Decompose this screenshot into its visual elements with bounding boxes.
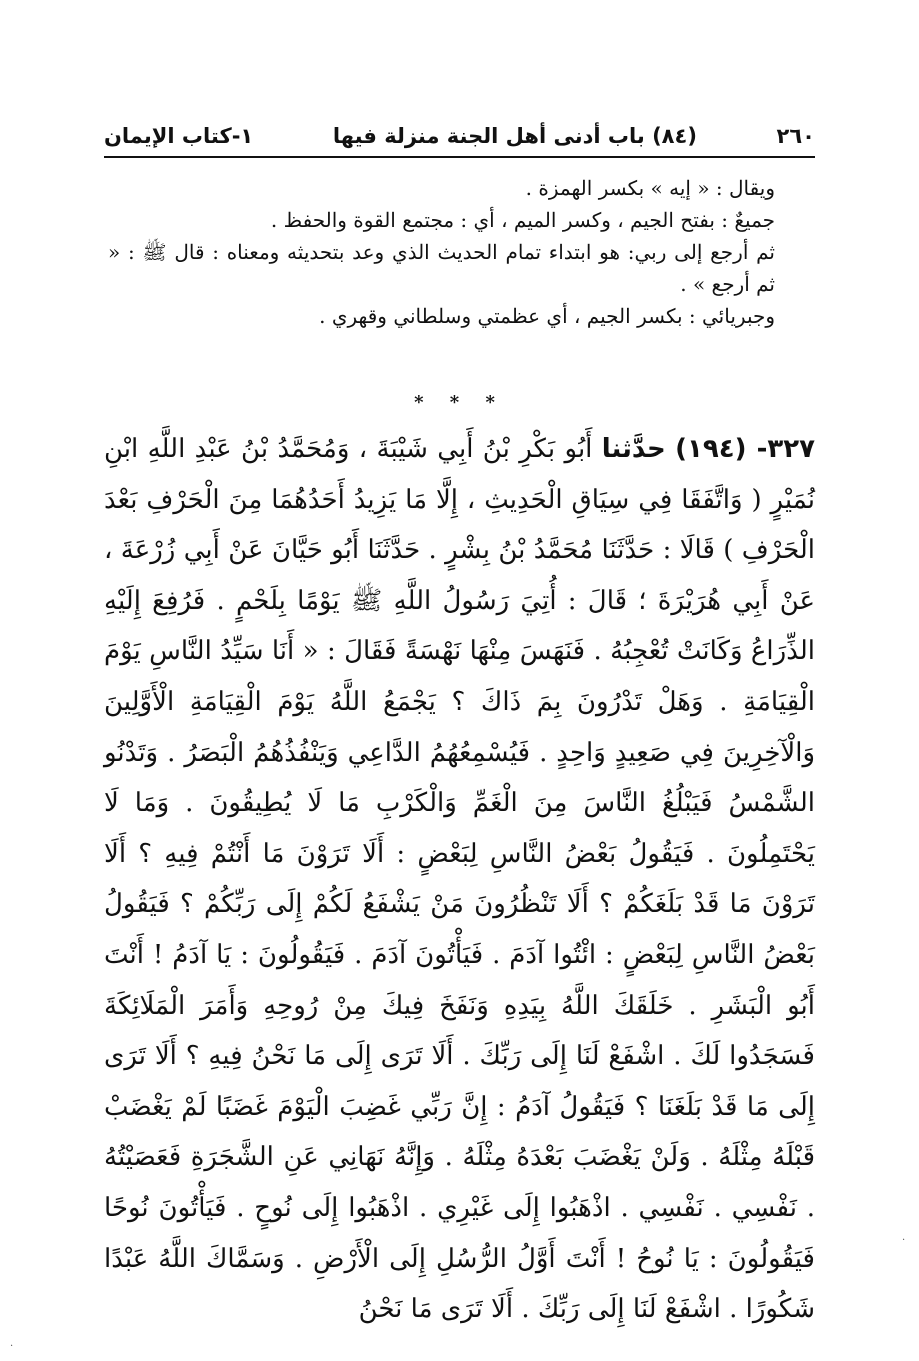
note-line: ثم أرجع إلى ربي: هو ابتداء تمام الحديث الذي وعد بتحديثه ومعناه : قال ﷺ : « ثم أرجع » .: [108, 240, 775, 296]
chapter-title: (٨٤) باب أدنى أهل الجنة منزلة فيها: [332, 124, 697, 148]
explanatory-notes: [108, 172, 809, 332]
page-number: ٢٦٠: [776, 124, 815, 148]
scan-speck: .: [10, 1338, 14, 1349]
hadith-number: ٣٢٧- (١٩٤): [675, 434, 816, 464]
hadith-text: أَبُو بَكْرِ بْنُ أَبِي شَيْبَةَ ، وَمُحَمَّدُ بْنُ عَبْدِ اللَّهِ ابْنِ نُمَيْرٍ ( وَاتَّفَقَا فِي سِيَاقِ الْحَدِيثِ ، إِلَّا مَا يَزِيدُ أَحَدُهُمَا مِنَ الْحَرْفِ بَعْدَ الْحَرْفِ ) قَالَا : حَدَّثَنَا مُحَمَّدُ بْنُ بِشْرٍ . حَدَّثَنَا أَبُو حَيَّانَ عَنْ أَبِي زُرْعَةَ ، عَنْ أَبِي هُرَيْرَةَ ؛ قَالَ : أُتِيَ رَسُولُ اللَّهِ ﷺ يَوْمًا بِلَحْمٍ . فَرُفِعَ إِلَيْهِ الذِّرَاعُ وَكَانَتْ تُعْجِبُهُ . فَنَهَسَ مِنْهَا نَهْسَةً فَقَالَ : « أَنَا سَيِّدُ النَّاسِ يَوْمَ الْقِيَامَةِ . وَهَلْ تَدْرُونَ بِمَ ذَاكَ ؟ يَجْمَعُ اللَّهُ يَوْمَ الْقِيَامَةِ الْأَوَّلِينَ وَالْآخِرِينَ فِي صَعِيدٍ وَاحِدٍ . فَيُسْمِعُهُمُ الدَّاعِي وَيَنْفُذُهُمُ الْبَصَرُ . وَتَدْنُو الشَّمْسُ فَيَبْلُغُ النَّاسَ مِنَ الْغَمِّ وَالْكَرْبِ مَا لَا يُطِيقُونَ . وَمَا لَا يَحْتَمِلُونَ . فَيَقُولُ بَعْضُ النَّاسِ لِبَعْضٍ : أَلَا تَرَوْنَ مَا أَنْتُمْ فِيهِ ؟ أَلَا تَرَوْنَ مَا قَدْ بَلَغَكُمْ ؟ أَلَا تَنْظُرُونَ مَنْ يَشْفَعُ لَكُمْ إِلَى رَبِّكُمْ ؟ فَيَقُولُ بَعْضُ النَّاسِ لِبَعْضٍ : ائْتُوا آدَمَ . فَيَأْتُونَ آدَمَ . فَيَقُولُونَ : يَا آدَمُ ! أَنْتَ أَبُو الْبَشَرِ . خَلَقَكَ اللَّهُ بِيَدِهِ وَنَفَخَ فِيكَ مِنْ رُوحِهِ وَأَمَرَ الْمَلَائِكَةَ فَسَجَدُوا لَكَ . اشْفَعْ لَنَا إِلَى رَبِّكَ . أَلَا تَرَى إِلَى مَا نَحْنُ فِيهِ ؟ أَلَا تَرَى إِلَى مَا قَدْ بَلَغَنَا ؟ فَيَقُولُ آدَمُ : إِنَّ رَبِّي غَضِبَ الْيَوْمَ غَضَبًا لَمْ يَغْضَبْ قَبْلَهُ مِثْلَهُ . وَلَنْ يَغْضَبَ بَعْدَهُ مِثْلَهُ . وَإِنَّهُ نَهَانِي عَنِ الشَّجَرَةِ فَعَصَيْتُهُ . نَفْسِي . نَفْسِي . اذْهَبُوا إِلَى غَيْرِي . اذْهَبُوا إِلَى نُوحٍ . فَيَأْتُونَ نُوحًا فَيَقُولُونَ : يَا نُوحُ ! أَنْتَ أَوَّلُ الرُّسُلِ إِلَى الْأَرْضِ . وَسَمَّاكَ اللَّهُ عَبْدًا شَكُورًا . اشْفَعْ لَنَا إِلَى رَبِّكَ . أَلَا تَرَى مَا نَحْنُ: [104, 434, 816, 1325]
book-title: ١-كتاب الإيمان: [104, 124, 254, 148]
hadith-body: [104, 424, 815, 1335]
note-line: وجبريائي : بكسر الجيم ، أي عظمتي وسلطاني وقهري .: [319, 304, 775, 328]
note-line: ويقال : « إيه » بكسر الهمزة .: [525, 176, 775, 200]
hadith-lead: حدَّثنا: [601, 434, 666, 464]
page-header: [104, 116, 815, 150]
scan-speck: .: [902, 1232, 906, 1243]
note-line: جميعٌ : بفتح الجيم ، وكسر الميم ، أي : مجتمع القوة والحفظ .: [270, 208, 775, 232]
header-rule: [104, 156, 815, 158]
section-separator: * * *: [414, 392, 505, 413]
hadith-paragraph: [104, 424, 815, 1335]
